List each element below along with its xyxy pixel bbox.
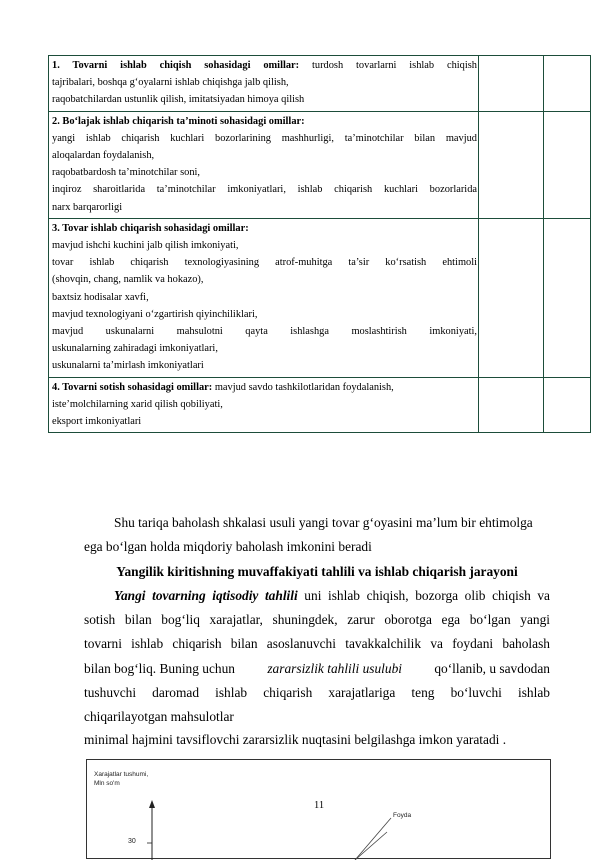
y-tick-label: 30 — [128, 838, 136, 845]
page-number: 11 — [314, 800, 325, 811]
table-row — [49, 218, 591, 377]
row-heading: 3. Tovar ishlab chiqarish sohasidagi omillar: — [52, 222, 249, 234]
table-cell-empty — [479, 56, 544, 112]
paragraph-line: Shu tariqa baholash shkalasi usuli yangi tovar g‘oyasini ma’lum bir ehtimolga — [114, 515, 533, 530]
paragraph-text: qo‘llanib, u savdodan — [434, 660, 550, 676]
table-line: mavjud uskunalarni mahsulotni qayta ishlashga moslashtirish imkoniyati, — [52, 325, 477, 337]
emphasis-term: Yangi tovarning iqtisodiy tahlili — [114, 587, 298, 603]
table-line: tovar ishlab chiqarish texnologiyasining atrof-muhitga ta’sir ko‘rsatish ehtimoli — [52, 257, 477, 269]
table-line — [52, 57, 477, 74]
table-cell-factors — [49, 218, 479, 377]
row-heading: 1. Tovarni ishlab chiqish sohasidagi omillar: — [52, 60, 300, 71]
table-line: inqiroz sharoitlarida ta’minotchilar imkoniyatlari, ishlab chiqarish kuchlari bozorlarida — [52, 184, 477, 196]
y-axis-label-line: Xarajatlar tushumi, — [94, 771, 149, 778]
paragraph-line: ega bo‘lgan holda miqdoriy baholash imkonini beradi — [84, 539, 372, 555]
y-axis-label-line: Mln so'm — [94, 780, 120, 787]
table-cell-empty — [544, 377, 591, 433]
profit-line — [355, 818, 391, 860]
table-line: uskunalarning zahiradagi imkoniyatlari, — [52, 343, 218, 355]
table-row — [49, 56, 591, 112]
table-cell-factors — [49, 56, 479, 112]
table-cell-empty — [479, 111, 544, 218]
revenue-line — [355, 832, 387, 860]
table-line — [52, 379, 477, 396]
y-axis-arrow — [149, 800, 155, 808]
paragraph-line: tushuvchi daromad ishlab chiqarish xarajatlariga teng bo‘luvchi ishlab — [84, 685, 550, 701]
table-line: eksport imkoniyatlari — [52, 415, 142, 427]
table-line: raqobatbardosh ta’minotchilar soni, — [52, 167, 201, 179]
italic-term: zararsizlik tahlili usulubi — [267, 660, 402, 676]
table-row — [49, 377, 591, 433]
body-text — [84, 511, 550, 750]
section-heading: Yangilik kiritishning muvaffakiyati tahlili va ishlab chiqarish jarayoni — [116, 563, 518, 579]
table-line: (shovqin, chang, namlik va hokazo), — [52, 274, 204, 286]
profit-label: Foyda — [393, 812, 412, 819]
table-line: uskunalarni ta’mirlash imkoniyatlari — [52, 360, 204, 372]
row-heading: 2. Bo‘lajak ishlab chiqarish ta’minoti sohasidagi omillar: — [52, 115, 305, 127]
table-cell-factors — [49, 377, 479, 433]
y-axis-label — [94, 770, 148, 788]
table-cell-empty — [544, 218, 591, 377]
table-line: yangi ishlab chiqarish kuchlari bozorlarining mashhurligi, ta’minotchilar bilan mavjud — [52, 132, 477, 144]
table-cell-empty — [544, 56, 591, 112]
table-cell-empty — [479, 377, 544, 433]
table-line: mavjud texnologiyani o‘zgartirish qiyinchiliklari, — [52, 308, 258, 320]
paragraph-line — [84, 657, 550, 681]
row-heading: 4. Tovarni sotish sohasidagi omillar: — [52, 381, 213, 393]
table-line: mavjud ishchi kuchini jalb qilish imkoniyati, — [52, 239, 239, 251]
table-cell-empty — [544, 111, 591, 218]
factors-table — [48, 55, 591, 433]
table-line: aloqalardan foydalanish, — [52, 149, 155, 161]
paragraph-text: uni ishlab chiqish, bozorga olib chiqish va — [297, 587, 550, 603]
paragraph-line: sotish bilan bog‘liq xarajatlar, shuningdek, zarur oborotga ega bo‘lgan yangi — [84, 612, 550, 628]
row-text: mavjud savdo tashkilotlaridan foydalanish, — [212, 381, 394, 393]
paragraph-line: tovarni ishlab chiqarish bilan asoslanuvchi tavakkalchilik va foydani baholash — [84, 636, 550, 652]
paragraph-line: minimal hajmini tavsiflovchi zararsizlik nuqtasini belgilashga imkon yaratadi . — [84, 731, 507, 747]
table-cell-factors — [49, 111, 479, 218]
table-row — [49, 111, 591, 218]
table-line: iste’molchilarning xarid qilish qobiliyati, — [52, 398, 223, 410]
table-line: narx barqarorligi — [52, 201, 123, 213]
paragraph-line: chiqarilayotgan mahsulotlar — [84, 709, 234, 725]
table-line: raqobatchilardan ustunlik qilish, imitatsiyadan himoya qilish — [52, 94, 305, 106]
row-text: turdosh tovarlarni ishlab chiqish — [299, 60, 477, 71]
paragraph-line — [84, 584, 550, 608]
table-cell-empty — [479, 218, 544, 377]
table-line: tajribalari, boshqa g‘oyalarni ishlab chiqishga jalb qilish, — [52, 77, 289, 89]
paragraph-text: bilan bog‘liq. Buning uchun — [84, 660, 236, 676]
table-line: baxtsiz hodisalar xavfi, — [52, 291, 149, 303]
